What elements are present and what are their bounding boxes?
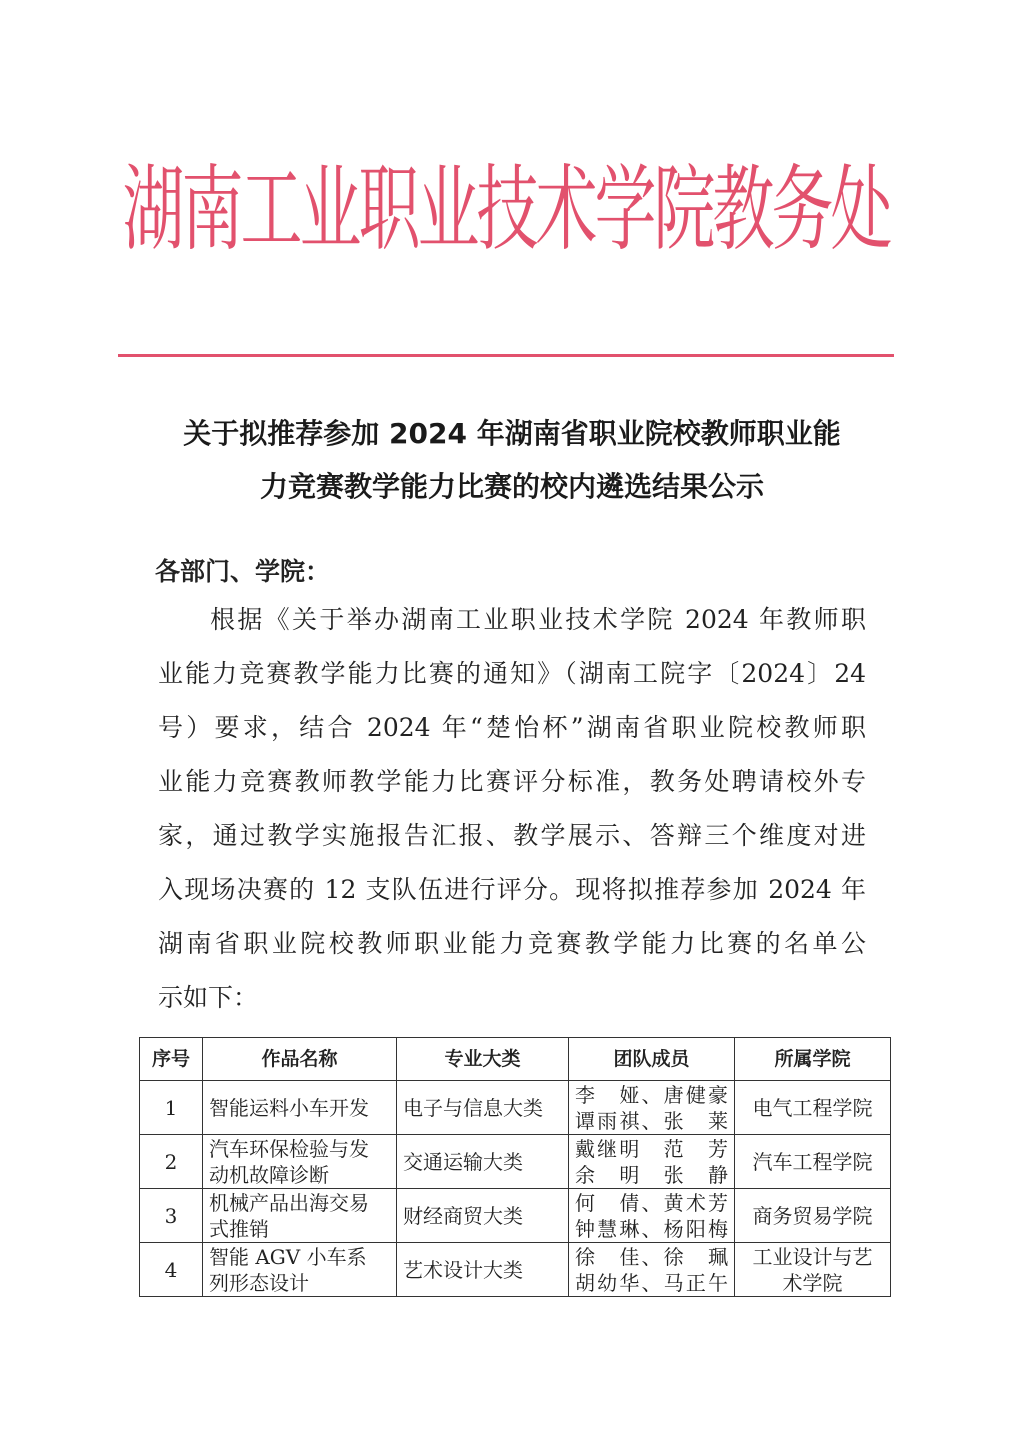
cell-work — [203, 1135, 397, 1189]
header-no: 序号 — [140, 1038, 203, 1081]
cell-work-line: 机械产品出海交易 — [209, 1190, 369, 1215]
cell-work-line: 智能运料小车开发 — [209, 1095, 369, 1120]
cell-category: 艺术设计大类 — [397, 1243, 569, 1297]
cell-members-line: 余 明 张 静 — [575, 1162, 728, 1187]
cell-work-line: 汽车环保检验与发 — [209, 1136, 369, 1161]
cell-members — [569, 1135, 735, 1189]
table-row — [140, 1081, 891, 1135]
masthead-organization: 湖南工业职业技术学院教务处 — [122, 154, 890, 264]
cell-work-line: 列形态设计 — [209, 1270, 309, 1295]
cell-members — [569, 1081, 735, 1135]
cell-work-line: 动机故障诊断 — [209, 1162, 329, 1187]
cell-no: 1 — [140, 1081, 203, 1135]
cell-college — [735, 1135, 891, 1189]
header-category: 专业大类 — [397, 1038, 569, 1081]
cell-members — [569, 1243, 735, 1297]
cell-college-line: 汽车工程学院 — [752, 1149, 873, 1174]
body-line: 湖南省职业院校教师职业能力竞赛教学能力比赛的名单公 — [158, 929, 866, 958]
cell-members — [569, 1189, 735, 1243]
body-line: 业能力竞赛教学能力比赛的通知》（湖南工院字〔2024〕24 — [158, 659, 866, 688]
cell-college-line: 术学院 — [782, 1270, 843, 1295]
header-college: 所属学院 — [735, 1038, 891, 1081]
salutation: 各部门、学院： — [155, 557, 331, 586]
header-work: 作品名称 — [203, 1038, 397, 1081]
body-line: 业能力竞赛教师教学能力比赛评分标准，教务处聘请校外专 — [158, 767, 866, 796]
cell-no: 2 — [140, 1135, 203, 1189]
document-title-line-2: 力竞赛教学能力比赛的校内遴选结果公示 — [259, 470, 764, 503]
header-members: 团队成员 — [569, 1038, 735, 1081]
cell-college — [735, 1081, 891, 1135]
cell-college-line: 电气工程学院 — [752, 1095, 873, 1120]
table-header-row — [140, 1038, 891, 1081]
body-text — [158, 600, 866, 1032]
cell-members-line: 戴继明 范 芳 — [575, 1136, 728, 1161]
cell-no: 3 — [140, 1189, 203, 1243]
cell-members-line: 钟慧琳、杨阳梅 — [575, 1216, 728, 1241]
cell-college-line: 商务贸易学院 — [752, 1203, 873, 1228]
table-row — [140, 1135, 891, 1189]
document-title-line-1: 关于拟推荐参加 2024 年湖南省职业院校教师职业能 — [183, 417, 841, 450]
table-row — [140, 1189, 891, 1243]
cell-college-line: 工业设计与艺 — [752, 1244, 873, 1269]
cell-work-line: 智能 AGV 小车系 — [209, 1244, 367, 1269]
cell-members-line: 徐 佳、徐 珮 — [575, 1244, 728, 1269]
body-line: 家，通过教学实施报告汇报、教学展示、答辩三个维度对进 — [158, 821, 866, 850]
cell-members-line: 李 娅、唐健豪 — [575, 1082, 728, 1107]
cell-members-line: 何 倩、黄术芳 — [575, 1190, 728, 1215]
cell-category: 电子与信息大类 — [397, 1081, 569, 1135]
body-line: 号）要求，结合 2024 年“楚怡杯”湖南省职业院校教师职 — [158, 713, 866, 742]
cell-members-line: 谭雨祺、张 莱 — [575, 1108, 728, 1133]
body-line: 示如下： — [158, 983, 259, 1012]
cell-no: 4 — [140, 1243, 203, 1297]
body-line: 根据《关于举办湖南工业职业技术学院 2024 年教师职 — [210, 605, 866, 634]
cell-category: 财经商贸大类 — [397, 1189, 569, 1243]
cell-category: 交通运输大类 — [397, 1135, 569, 1189]
cell-college — [735, 1189, 891, 1243]
table-row — [140, 1243, 891, 1297]
cell-college — [735, 1243, 891, 1297]
cell-work — [203, 1081, 397, 1135]
cell-work — [203, 1189, 397, 1243]
cell-work — [203, 1243, 397, 1297]
masthead-divider — [118, 354, 894, 357]
cell-work-line: 式推销 — [209, 1216, 269, 1241]
cell-members-line: 胡幼华、马正午 — [575, 1270, 728, 1295]
results-table — [139, 1037, 891, 1297]
body-line: 入现场决赛的 12 支队伍进行评分。现将拟推荐参加 2024 年 — [158, 875, 866, 904]
